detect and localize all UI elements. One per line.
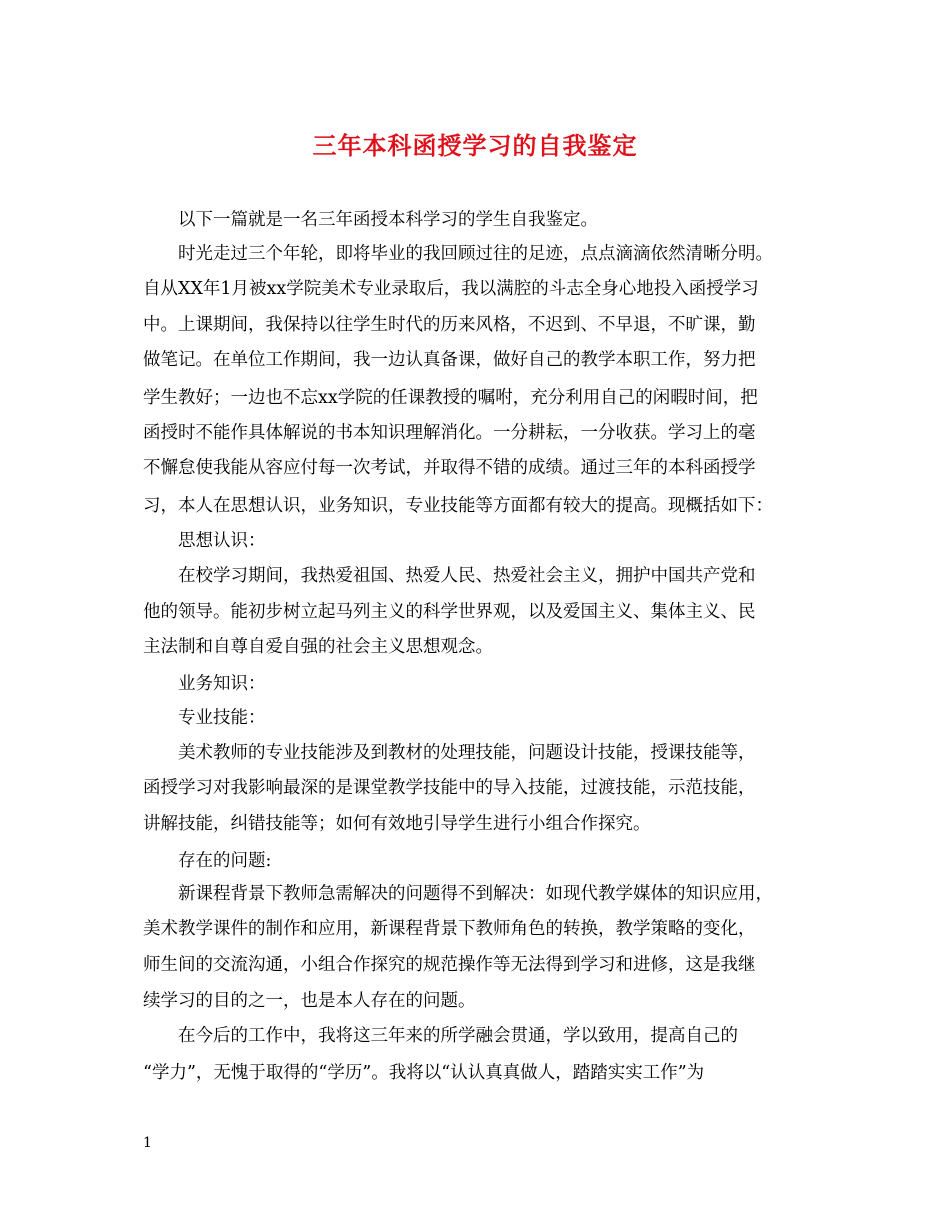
- section-heading: 存在的问题:: [178, 851, 272, 871]
- paragraph-line: 新课程背景下教师急需解决的问题得不到解决：如现代教学媒体的知识应用，: [178, 884, 773, 904]
- paragraph-line: 美术教师的专业技能涉及到教材的处理技能，问题设计技能，授课技能等，: [178, 743, 756, 763]
- paragraph-line: 讲解技能，纠错技能等；如何有效地引导学生进行小组合作探究。: [143, 814, 651, 834]
- paragraph-line: 在校学习期间，我热爱祖国、热爱人民、热爱社会主义，拥护中国共产党和: [178, 566, 756, 586]
- section-heading: 思想认识：: [178, 531, 266, 551]
- section-heading: 专业技能：: [178, 708, 266, 728]
- paragraph-line: 师生间的交流沟通，小组合作探究的规范操作等无法得到学习和进修，这是我继: [143, 955, 756, 975]
- paragraph-line: “学力”，无愧于取得的“学历”。我将以“认认真真做人，踏踏实实工作”为: [143, 1063, 705, 1083]
- paragraph-line: 时光走过三个年轮，即将毕业的我回顾过往的足迹，点点滴滴依然清晰分明。: [178, 244, 773, 264]
- paragraph-line: 他的领导。能初步树立起马列主义的科学世界观，以及爱国主义、集体主义、民: [143, 602, 756, 622]
- paragraph-line: 函授时不能作具体解说的书本知识理解消化。一分耕耘，一分收获。学习上的毫: [143, 423, 756, 443]
- paragraph-line: 中。上课期间，我保持以往学生时代的历来风格，不迟到、不早退，不旷课，勤: [143, 315, 756, 335]
- page-number: 1: [143, 1135, 152, 1151]
- paragraph-line: 续学习的目的之一，也是本人存在的问题。: [143, 991, 476, 1011]
- paragraph-line: 自从XX年1月被xx学院美术专业录取后，我以满腔的斗志全身心地投入函授学习: [143, 279, 759, 299]
- paragraph-line: 在今后的工作中，我将这三年来的所学融会贯通，学以致用，提高自己的: [178, 1026, 738, 1046]
- paragraph-line: 主法制和自尊自爱自强的社会主义思想观念。: [143, 637, 493, 657]
- paragraph-line: 以下一篇就是一名三年函授本科学习的学生自我鉴定。: [178, 210, 598, 230]
- paragraph-line: 学生教好；一边也不忘xx学院的任课教授的嘱咐，充分利用自己的闲暇时间，把: [143, 388, 758, 408]
- paragraph-line: 习，本人在思想认识，业务知识，专业技能等方面都有较大的提高。现概括如下：: [143, 496, 773, 516]
- paragraph-line: 函授学习对我影响最深的是课堂教学技能中的导入技能，过渡技能，示范技能，: [143, 778, 756, 798]
- document-title: 三年本科函授学习的自我鉴定: [312, 131, 638, 160]
- paragraph-line: 不懈怠使我能从容应付每一次考试，并取得不错的成绩。通过三年的本科函授学: [143, 458, 756, 478]
- paragraph-line: 美术教学课件的制作和应用，新课程背景下教师角色的转换，教学策略的变化，: [143, 919, 756, 939]
- section-heading: 业务知识：: [178, 674, 266, 694]
- paragraph-line: 做笔记。在单位工作期间，我一边认真备课，做好自己的教学本职工作，努力把: [143, 350, 756, 370]
